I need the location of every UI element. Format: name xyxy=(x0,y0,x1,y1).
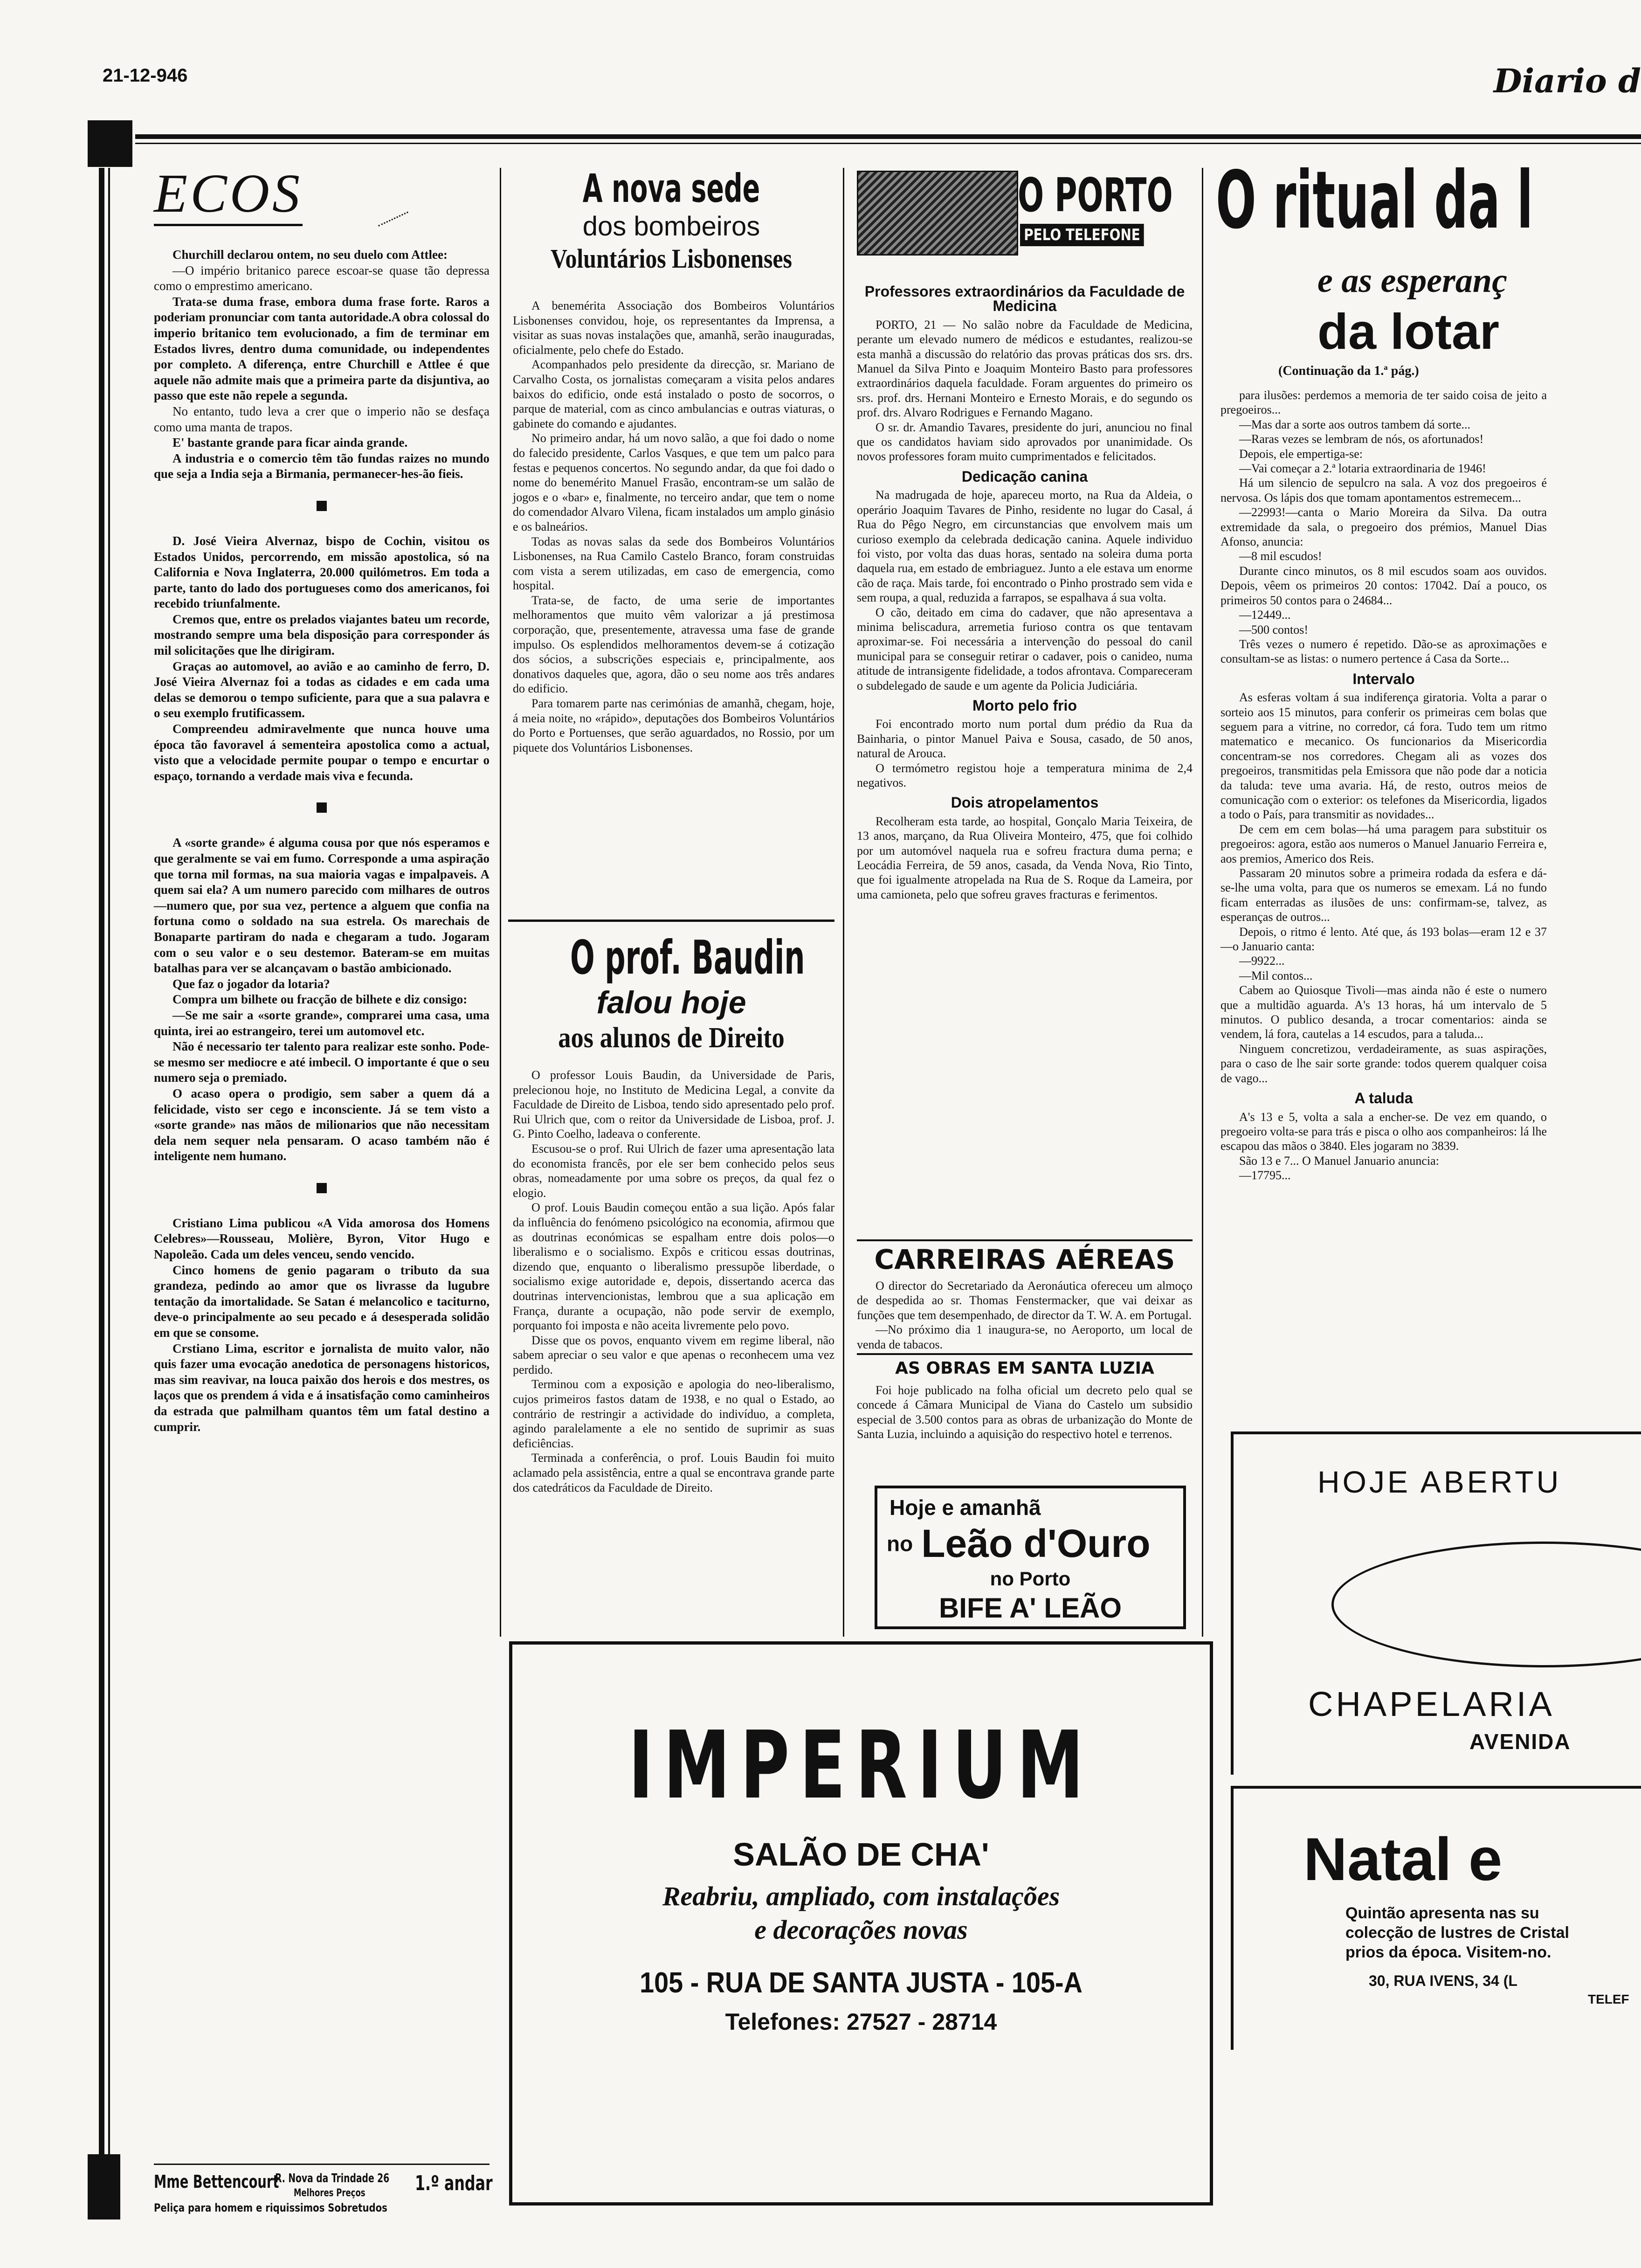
ritual-headline: O ritual da l xyxy=(1216,154,1533,247)
ecos-paragraph: Compreendeu admiravelmente que nunca houve uma época tão favoravel á sementeira apostolica como a actual, visto que a velocidade permite poupar o tempo e encurtar o espaço, tornando a verdade mais viva e fecunda. xyxy=(154,722,490,783)
porto-paragraph: Recolheram esta tarde, ao hospital, Gonçalo Maria Teixeira, de 13 anos, marçano, da Rua Oliveira Monteiro, 475, que foi colhido por um automóvel naquela rua e sofreu fractura duma perna; e Leocádia Ferreira, de 59 anos, casada, da Venda Nova, Rio Tinto, que foi igualmente atropelada na Rua de S. Roque da Lameira, por uma camioneta, pelo que sofreu graves fracturas e ferimentos. xyxy=(857,814,1193,901)
porto-body xyxy=(857,284,1193,902)
obras-paragraph: Foi hoje publicado na folha oficial um decreto pelo qual se concede á Câmara Municipal de Viana do Castelo um subsidio especial de 3.500 contos para as obras de urbanização do Monte de Santa Luzia, incluindo a aquisição do respectivo hotel e terrenos. xyxy=(857,1383,1193,1441)
natal-line2: colecção de lustres de Cristal xyxy=(1345,1924,1569,1942)
ecos-paragraph: Que faz o jogador da lotaria? xyxy=(172,976,330,991)
natal-ad xyxy=(1231,1786,1641,2050)
leao-line3: no Porto xyxy=(990,1568,1071,1590)
bettencourt-ad xyxy=(154,2164,493,2220)
column-separator xyxy=(500,168,501,1637)
natal-line1: Quintão apresenta nas su xyxy=(1345,1904,1539,1922)
imperium-tagline-2: e decorações novas xyxy=(754,1915,968,1945)
bettencourt-address: R. Nova da Trindade 26 xyxy=(275,2171,390,2185)
ritual-paragraph: —8 mil escudos! xyxy=(1239,549,1322,563)
porto-subheading: Professores extraordinários da Faculdade de Medicina xyxy=(864,283,1185,315)
bettencourt-name: Mme Bettencourt xyxy=(154,2171,279,2192)
ritual-paragraph: São 13 e 7... O Manuel Januario anuncia: xyxy=(1239,1154,1439,1168)
ritual-paragraph: para ilusões: perdemos a memoria de ter saido coisa de jeito a pregoeiros... xyxy=(1220,388,1547,417)
baudin-paragraph: Terminou com a exposição e apologia do neo-liberalismo, cujos primeiros fastos datam de 1938, e no qual o Estado, ao contrário de restringir a actividade do indivíduo, a completa, agindo paralelamente a ele no sentido de suprimir as suas deficiências. xyxy=(513,1377,834,1450)
bombeiros-subheadline-2: Voluntários Lisbonenses xyxy=(551,243,792,274)
bombeiros-body xyxy=(513,298,834,755)
column-separator xyxy=(843,168,844,1637)
ritual-continuation: (Continuação da 1.ª pág.) xyxy=(1278,364,1419,378)
natal-line3: prios da época. Visitem-no. xyxy=(1345,1943,1551,1961)
obras-headline: AS OBRAS EM SANTA LUZIA xyxy=(895,1359,1154,1378)
ecos-title: ECOS xyxy=(154,166,303,226)
porto-subheading: Dedicação canina xyxy=(961,468,1088,485)
ritual-paragraph: Durante cinco minutos, os 8 mil escudos soam aos ouvidos. Depois, vêem os primeiros 20 contos: 17042. Daí a pouco, os primeiros 50 contos para o 24684... xyxy=(1220,564,1547,607)
baudin-article xyxy=(508,931,834,1056)
bombeiros-paragraph: No primeiro andar, há um novo salão, a que foi dado o nome do falecido presidente, Carlos Vasques, e que tem um palco para festas e pequenos concertos. No segundo andar, da que foi dado o nome do benemérito Manuel Frasão, encontram-se um salão de jogos e o «bar» e, finalmente, no terceiro andar, que tem o nome do comendador Alvaro Vilena, ficam instalados um amplo ginásio e os balneários. xyxy=(513,431,834,533)
natal-address: 30, RUA IVENS, 34 (L xyxy=(1369,1972,1517,1989)
ecos-paragraph: A industria e o comercio têm tão fundas raizes no mundo que seja a India seja a Birmania, permanecer-hes-ão fieis. xyxy=(154,451,490,481)
ritual-paragraph: —500 contos! xyxy=(1239,622,1309,636)
article-rule xyxy=(508,920,834,922)
ritual-paragraph: Ninguem concretizou, verdadeiramente, as suas aspirações, para o caso de lhe sair sorte grande: todos querem qualquer coisa de vago... xyxy=(1220,1042,1547,1085)
leao-ad xyxy=(875,1486,1186,1629)
carreiras-rule xyxy=(857,1239,1193,1241)
imperium-address: 105 - RUA DE SANTA JUSTA - 105-A xyxy=(640,1967,1083,1999)
carreiras-paragraph: —No próximo dia 1 inaugura-se, no Aeroporto, um local de venda de tabacos. xyxy=(857,1323,1193,1351)
baudin-paragraph: Disse que os povos, enquanto vivem em regime liberal, não sabem apreciar o seu valor e que apenas o reconhecem uma vez perdido. xyxy=(513,1333,834,1376)
porto-paragraph: O sr. dr. Amandio Tavares, presidente do juri, anunciou no final que os candidatos haviam sido aprovados por unanimidade. Os novos professores foram muito cumprimentados e felicitados. xyxy=(857,420,1193,463)
ecos-paragraph: —O império britanico parece escoar-se quase tão depressa como o emprestimo americano. xyxy=(154,263,490,293)
bombeiros-paragraph: Para tomarem parte nas cerimónias de amanhã, chegam, hoje, á meia noite, no «rápido», deputações dos Bombeiros Voluntários do Porto e Portuenses, que serão aguardados, no Rossio, por um piquete dos Voluntários Lisbonenses. xyxy=(513,697,834,754)
ecos-paragraph: Trata-se duma frase, embora duma frase forte. Raros a poderiam pronunciar com tanta autoridade.A obra colossal do imperio britanico tem evolucionado, a fim de terminar em Estados livres, dentro duma comunidade, ou independentes por completo. A diferença, entre Churchill e Attlee é que aquele não admite mais que a primeira parte da disjuntiva, ao passo que este não repele a segunda. xyxy=(154,294,490,403)
ecos-paragraph: Cremos que, entre os prelados viajantes bateu um recorde, mostrando sempre uma bela disposição para corresponder ás mil solicitações que lhe dirigiram. xyxy=(154,612,490,658)
natal-phone: TELEF xyxy=(1588,1992,1629,2006)
ecos-paragraph: Graças ao automovel, ao avião e ao caminho de ferro, D. José Vieira Alvernaz foi a todas as cidades e em cada uma delas se demorou o tempo suficiente, para que a sua palavra e o seu exemplo frutificassem. xyxy=(154,659,490,720)
chapelaria-hat-icon xyxy=(1331,1542,1641,1667)
ecos-paragraph: Cinco homens de genio pagaram o tributo da sua grandeza, pedindo ao amor que os livrasse da lugubre tentação da imortalidade. Se Satan é melancolico e taciturno, deve-o principalmente ao seu pecado e á desesperada solidão em que se consome. xyxy=(154,1263,490,1340)
porto-paragraph: Na madrugada de hoje, apareceu morto, na Rua da Aldeia, o operário Joaquim Tavares de Pinho, residente no lugar do Casal, á Rua do Pêgo Negro, em circunstancias que envolvem mais um curioso exemplo da celebrada dedicação canina. Aquele individuo foi visto, por volta das duas horas, sentado na soleira duma porta daquela rua, em estado de embriaguez. Junto a ele estava um enorme cão de raça. Mais tarde, foi encontrado o Pinho prostrado sem vida e sem roupa, a qual, reduzida a farrapos, se espalhava á sua volta. xyxy=(857,488,1193,605)
porto-subheading: Dois atropelamentos xyxy=(951,794,1099,811)
baudin-subheadline: falou hoje xyxy=(596,985,746,1020)
baudin-paragraph: Terminada a conferência, o prof. Louis Baudin foi muito aclamado pela assistência, entre a qual se encontrava grande parte dos catedráticos da Faculdade de Direito. xyxy=(513,1451,834,1494)
leao-line2-prefix: no xyxy=(887,1531,913,1556)
imperium-ad-frame xyxy=(509,1641,1213,2206)
imperium-sub: SALÃO DE CHA' xyxy=(733,1836,989,1873)
ritual-paragraph: —Raras vezes se lembram de nós, os afortunados! xyxy=(1239,432,1484,446)
ritual-paragraph: —22993!—canta o Mario Moreira da Silva. Da outra extremidade da sala, o pregoeiro dos prémios, Manuel Dias Afonso, anuncia: xyxy=(1220,505,1547,549)
carreiras-headline: CARREIRAS AÉREAS xyxy=(874,1244,1175,1275)
bombeiros-headline: A nova sede xyxy=(582,166,760,211)
ritual-paragraph: —Mas dar a sorte aos outros tambem dá sorte... xyxy=(1239,417,1471,431)
ritual-paragraph: Há um silencio de sepulcro na sala. A voz dos pregoeiros é nervosa. Os lápis dos que tomam apontamentos estremecem... xyxy=(1220,476,1547,505)
bombeiros-paragraph: Acompanhados pelo presidente da direcção, sr. Mariano de Carvalho Costa, os jornalistas começaram a visita pelos andares baixos do edificio, onde está instalado o posto de socorros, o parque de material, com as cinco ambulancias e outras viaturas, o gabinete do comando e ajudantes. xyxy=(513,358,834,430)
baudin-body xyxy=(513,1068,834,1495)
ritual-subheadline: e as esperanç xyxy=(1317,262,1507,300)
obras-rule xyxy=(857,1353,1193,1355)
section-bullet xyxy=(317,501,327,511)
ecos-paragraph: Cristiano Lima publicou «A Vida amorosa dos Homens Celebres»—Rousseau, Molière, Byron, Vitor Hugo e Napoleão. Cada um deles venceu, sendo vencido. xyxy=(154,1216,490,1262)
ritual-paragraph: —Mil contos... xyxy=(1239,968,1313,982)
ritual-paragraph: Cabem ao Quiosque Tivoli—mas ainda não é este o numero que a multidão aguarda. A's 13 horas, há um intervalo de 5 minutos. O publico desanda, a trocar comentarios: ainda se vendem, lá fora, cautelas a 14 escudos, para a taluda... xyxy=(1220,983,1547,1041)
ritual-subheadline-2: da lotar xyxy=(1317,303,1500,360)
baudin-subheadline-2: aos alunos de Direito xyxy=(558,1022,785,1054)
leao-line2 xyxy=(887,1521,1174,1566)
section-bullet xyxy=(317,802,327,813)
baudin-paragraph: Escusou-se o prof. Rui Ulrich de fazer uma apresentação lata do economista francês, por ele ser bem conhecido pelos seus obras, nomeadamente por uma sobre os preços, da qual fez o elogio. xyxy=(513,1141,834,1200)
issue-date: 21-12-946 xyxy=(103,65,188,86)
ritual-paragraph: —Vai começar a 2.ª lotaria extraordinaria de 1946! xyxy=(1239,462,1486,476)
carreiras-body xyxy=(857,1279,1193,1352)
bombeiros-article xyxy=(508,166,834,275)
ritual-paragraph: As esferas voltam á sua indiferença giratoria. Volta a parar o sorteio aos 15 minutos, para conferir os primeiras cem bolas que seguem para a vitrine, no corredor, cá fora. Tudo tem um ritmo matematico e mecanico. Os funcionarios da Misericordia concentram-se nos corredores. Chegam ali as vozes dos pregoeiros, transmitidas pela Emissora que não pode dar a noticia da taluda: teve uma avaria. Há, de resto, outros meios de comunicação com o exterior: os telefones da Misericordia, ligados a todo o País, para transmitir as novidades... xyxy=(1220,691,1547,822)
imperium-name: IMPERIUM xyxy=(628,1711,1094,1820)
corner-ornament xyxy=(88,120,132,167)
baudin-headline: O prof. Baudin xyxy=(570,930,805,985)
ritual-subheading: A taluda xyxy=(1354,1090,1413,1107)
ecos-paragraph: E' bastante grande para ficar ainda grande. xyxy=(172,436,408,450)
imperium-phones: Telefones: 27527 - 28714 xyxy=(725,2009,997,2035)
baudin-paragraph: O prof. Louis Baudin começou então a sua lição. Após falar da influência do fenómeno psicológico na economia, afirmou que as doutrinas económicas se espalham entre dois polos—o liberalismo e o socialismo. Expôs e criticou essas doutrinas, dizendo que, enquanto o liberalismo pressupõe liberdade, o socialismo exige autoridade e, depois, dissertando acerca das doutrinas intervencionistas, lembrou que a sua aplicação em França, durante a ocupação, não pode servir de exemplo, porquanto foi imposta e não aceita livremente pelo povo. xyxy=(513,1201,834,1333)
porto-paragraph: Foi encontrado morto num portal dum prédio da Rua da Bainharia, o pintor Manuel Paiva e Sousa, casado, de 50 anos, natural de Arouca. xyxy=(857,717,1193,761)
ecos-paragraph: A «sorte grande» é alguma cousa por que nós esperamos e que geralmente se vai em fumo. Corresponde a uma aspiração que torna mil formas, na sua maioria vagas e impalpaveis. A quem sai ela? A um numero parecido com milhares de outros—numero que, por sua vez, pertence a alguem que confia na fortuna como o soldado na sua estrela. Os marechais de Bonaparte partiram do nada e chegaram a tudo. Jogaram com o seu valor e o seu destemor. Bateram-se em muitas batalhas para ver se alcançavam o bastão ambicionado. xyxy=(154,836,490,975)
ecos-paragraph: Churchill declarou ontem, no seu duelo com Attlee: xyxy=(172,248,448,262)
porto-subheading: Morto pelo frio xyxy=(972,697,1077,714)
ritual-paragraph: De cem em cem bolas—há uma paragem para substituir os pregoeiros: agora, estão aos numeros o Manuel Januario Ferreira e, aos premios, Americo dos Reis. xyxy=(1220,822,1547,865)
ritual-paragraph: —9922... xyxy=(1239,954,1285,968)
top-rule-thin xyxy=(135,143,1641,144)
column-separator xyxy=(1202,168,1203,1637)
ecos-ornament xyxy=(370,194,408,227)
ecos-paragraph: Crstiano Lima, escritor e jornalista de muito valor, não quis fazer uma evocação anedotica de personagens historicos, mas sim reavivar, na louca paixão dos herois e dos mestres, os laços que os prendem á vida e á insatisfação como caminheiros da estrada que palmilham quantos têm um fatal destino a cumprir. xyxy=(154,1341,490,1434)
ritual-paragraph: Passaram 20 minutos sobre a primeira rodada da esfera e dá-se-lhe uma volta, para que os numeros se emexam. Lá no fundo ficam enterradas as ilusões de uns: confirmam-se, talvez, as esperanças de outros... xyxy=(1220,866,1547,924)
leao-line1: Hoje e amanhã xyxy=(889,1495,1041,1520)
porto-logo-title: O PORTO xyxy=(1018,168,1173,222)
bettencourt-slogan: Melhores Preços xyxy=(294,2187,365,2199)
carreiras-paragraph: O director do Secretariado da Aeronáutica ofereceu um almoço de despedida ao sr. Thomas Fenstermacker, que vai deixar as funções que tem desempenhado, de director da T. W. A. em Portugal. xyxy=(857,1279,1193,1322)
ritual-paragraph: A's 13 e 5, volta a sala a encher-se. De vez em quando, o pregoeiro volta-se para trás e pisca o olho aos companheiros: lá lhe escapou das mãos o 3840. Eles jogaram no 3839. xyxy=(1220,1110,1547,1153)
left-border-thin xyxy=(108,168,110,2154)
ritual-paragraph: Depois, ele empertiga-se: xyxy=(1239,447,1363,461)
ecos-paragraph: No entanto, tudo leva a crer que o imperio não se desfaça como uma manta de trapos. xyxy=(154,404,490,434)
chapelaria-ad xyxy=(1231,1431,1641,1775)
ecos-paragraph: O acaso opera o prodigio, sem saber a quem dá a felicidade, visto ser cego e inconsciente. Já se tem visto a «sorte grande» nas mãos de milionarios que não necessitam dela nem sequer nela pensaram. O acaso também não é inteligente nem humano. xyxy=(154,1086,490,1163)
ecos-column xyxy=(154,247,490,1435)
leao-line4: BIFE A' LEÃO xyxy=(938,1592,1122,1624)
porto-paragraph: O termómetro registou hoje a temperatura minima de 2,4 negativos. xyxy=(857,761,1193,789)
top-rule xyxy=(135,134,1641,139)
natal-title: Natal e xyxy=(1303,1825,1503,1893)
left-border-thick xyxy=(99,168,104,2154)
porto-logo-picture xyxy=(857,171,1018,256)
leao-name: Leão d'Ouro xyxy=(921,1521,1151,1565)
ritual-paragraph: —12449... xyxy=(1239,608,1291,622)
porto-paragraph: O cão, deitado em cima do cadaver, que não apresentava a minima beliscadura, arremetia furioso contra os que tentavam aproximar-se. Foi necessária a intervenção do pessoal do canil municipal para se conseguir retirar o cadaver, pois o canideo, numa atitude de intransigente fidelidade, a todos afrontava. Compareceram o subdelegado de saude e um agente da Policia Judiciária. xyxy=(857,605,1193,692)
bettencourt-floor: 1.º andar xyxy=(415,2171,493,2195)
chapelaria-line2: CHAPELARIA xyxy=(1308,1685,1555,1723)
chapelaria-line1: HOJE ABERTU xyxy=(1317,1465,1562,1499)
ritual-paragraph: —17795... xyxy=(1239,1169,1291,1182)
imperium-tagline-1: Reabriu, ampliado, com instalações xyxy=(662,1881,1060,1911)
ecos-paragraph: Compra um bilhete ou fracção de bilhete e diz consigo: xyxy=(172,992,468,1007)
bettencourt-tagline: Peliça para homem e riquissimos Sobretudos xyxy=(154,2201,387,2214)
ritual-subheading: Intervalo xyxy=(1352,670,1415,687)
bottom-corner-ornament xyxy=(88,2154,120,2220)
chapelaria-line3: AVENIDA xyxy=(1469,1729,1571,1754)
ritual-paragraph: Três vezes o numero é repetido. Dão-se as aproximações e consultam-se as listas: o numero pertence á Casa da Sorte... xyxy=(1220,637,1547,666)
bombeiros-paragraph: Todas as novas salas da sede dos Bombeiros Voluntários Lisbonenses, na Rua Camilo Castelo Branco, foram construidas com vista a serem utilizadas, em caso de emergencia, como hospital. xyxy=(513,534,834,593)
ecos-paragraph: —Se me sair a «sorte grande», comprarei uma casa, uma quinta, irei ao estrangeiro, terei um automovel etc. xyxy=(154,1008,490,1038)
ecos-paragraph: Não é necessario ter talento para realizar este sonho. Pode-se mesmo ser mediocre e até imbecil. O importante é que o seu numero seja o premiado. xyxy=(154,1039,490,1085)
ritual-paragraph: Depois, o ritmo é lento. Até que, ás 193 bolas—eram 12 e 37—o Januario canta: xyxy=(1220,925,1547,954)
bombeiros-paragraph: Trata-se, de facto, de uma serie de importantes melhoramentos que muito vêm valorizar a já prestimosa corporação, que, presentemente, atravessa uma fase de grande impulso. Os esplendidos melhoramentos devem-se á cotização dos sócios, a subscrições especiais e, principalmente, aos donativos daqueles que, agora, dão o seu nome aos três andares do edificio. xyxy=(513,593,834,696)
ecos-paragraph: D. José Vieira Alvernaz, bispo de Cochin, visitou os Estados Unidos, percorrendo, em missão apostolica, só na California e Nova Inglaterra, 20.000 quilómetros. Em toda a parte, tanto do lado dos portugueses como dos americanos, foi recebido triunfalmente. xyxy=(154,533,490,611)
masthead: Diario d xyxy=(1493,62,1641,100)
bombeiros-paragraph: A benemérita Associação dos Bombeiros Voluntários Lisbonenses convidou, hoje, os representantes da Imprensa, a visitar as suas novas instalações que, amanhã, serão inauguradas, oficialmente, pelo chefe do Estado. xyxy=(513,299,834,357)
baudin-paragraph: O professor Louis Baudin, da Universidade de Paris, prelecionou hoje, no Instituto de Medicina Legal, a convite da Faculdade de Direito de Lisboa, tendo sido apresentado pelo prof. Rui Ulrich que, com o reitor da Universidade de Lisboa, prof. J. G. Pinto Coelho, ladeava o conferente. xyxy=(513,1068,834,1141)
section-bullet xyxy=(317,1183,327,1193)
ritual-body xyxy=(1220,388,1547,1183)
porto-logo xyxy=(857,168,1193,256)
bombeiros-subheadline: dos bombeiros xyxy=(582,211,760,242)
porto-logo-subtitle: PELO TELEFONE xyxy=(1020,224,1144,246)
porto-paragraph: PORTO, 21 — No salão nobre da Faculdade de Medicina, perante um elevado numero de médicos e estudantes, realizou-se esta manhã a discussão do relatório das provas práticas dos srs. drs. Manuel da Silva Pinto e Joaquim Monteiro Basto para professores extraordinários daquela faculdade. Foram arguentes do primeiro os srs. prof. drs. Hernani Monteiro e Ernesto Morais, e do segundo os prof. drs. Alvaro Rodrigues e Fernando Magano. xyxy=(857,318,1193,420)
obras-body xyxy=(857,1383,1193,1442)
